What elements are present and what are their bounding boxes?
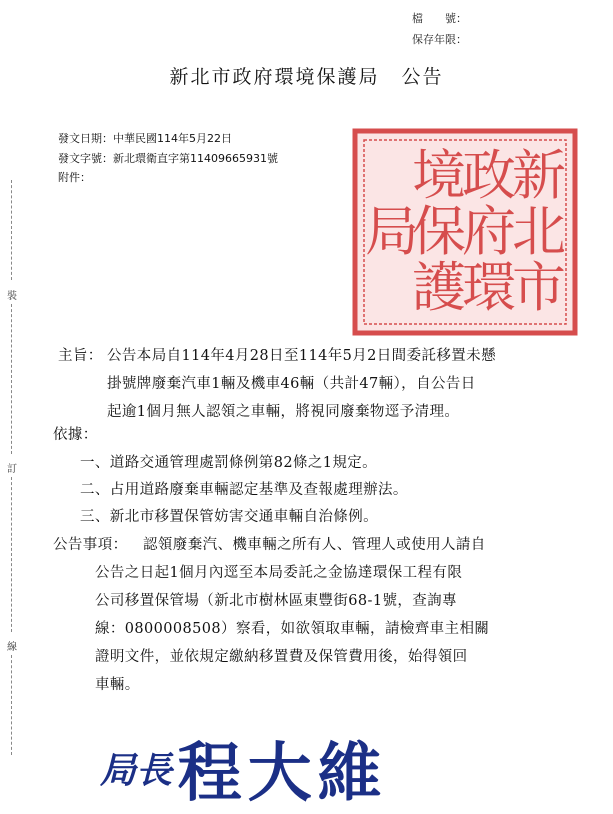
- notice-line-2: 公告之日起1個月內逕至本局委託之金協達環保工程有限: [95, 565, 463, 581]
- seal-char: 府: [462, 200, 516, 263]
- subject-line-2: 掛號牌廢棄汽車1輛及機車46輛（共計47輛），自公告日: [107, 376, 476, 392]
- subject-label: 主旨：: [58, 348, 103, 364]
- signature-title: 局長: [100, 749, 173, 792]
- binding-mark-mid: 訂: [7, 464, 17, 475]
- subject-line-1: 公告本局自114年4月28日至114年5月2日間委託移置未懸: [107, 348, 496, 364]
- attachment: 附件：: [58, 171, 91, 184]
- file-number-label: 檔 號：: [412, 12, 467, 25]
- seal-char: 新: [512, 144, 566, 207]
- binding-line: [11, 655, 12, 755]
- signature: [100, 722, 388, 814]
- binding-line: [11, 304, 12, 454]
- notice-line-6: 車輛。: [95, 677, 140, 693]
- binding-mark-bottom: 線: [7, 642, 17, 653]
- issue-date: 發文日期：中華民國114年5月22日: [58, 132, 232, 145]
- document-type: 公告: [401, 66, 444, 88]
- subject-line-3: 起逾1個月無人認領之車輛，將視同廢棄物逕予清理。: [107, 404, 460, 420]
- seal-char: 市: [512, 256, 566, 319]
- basis-item-1: 一、道路交通管理處罰條例第82條之1規定。: [80, 455, 378, 471]
- binding-mark-top: 裝: [7, 291, 17, 302]
- notice-line-5: 證明文件，並依規定繳納移置費及保管費用後，始得領回: [95, 649, 468, 665]
- notice-line-3: 公司移置保管場（新北市樹林區東豐街68-1號，查詢專: [95, 593, 457, 609]
- notice-label: 公告事項：: [53, 537, 128, 553]
- signature-name: 程大維: [177, 736, 388, 811]
- binding-line: [11, 180, 12, 280]
- official-seal: [352, 128, 578, 336]
- seal-char: 環: [462, 256, 516, 319]
- binding-line: [11, 477, 12, 632]
- basis-item-3: 三、新北市移置保管妨害交通車輛自治條例。: [80, 509, 378, 525]
- basis-item-2: 二、占用道路廢棄車輛認定基準及查報處理辦法。: [80, 482, 408, 498]
- seal-char: 北: [512, 200, 566, 263]
- agency-name: 新北市政府環境保護局: [169, 66, 380, 88]
- notice-line-4: 線：0800008508）察看，如欲領取車輛，請檢齊車主相關: [95, 621, 490, 637]
- seal-char: 護: [412, 256, 466, 319]
- seal-char: 境: [412, 144, 466, 207]
- retention-period-label: 保存年限：: [412, 33, 467, 46]
- basis-label: 依據：: [53, 427, 98, 443]
- document-title: [0, 62, 613, 89]
- seal-char: 保: [412, 200, 466, 263]
- seal-char: 局: [365, 200, 419, 263]
- document-number: 發文字號：新北環衛直字第11409665931號: [58, 152, 278, 165]
- seal-char: 政: [462, 144, 516, 207]
- notice-line-1: 認領廢棄汽、機車輛之所有人、管理人或使用人請自: [143, 537, 486, 553]
